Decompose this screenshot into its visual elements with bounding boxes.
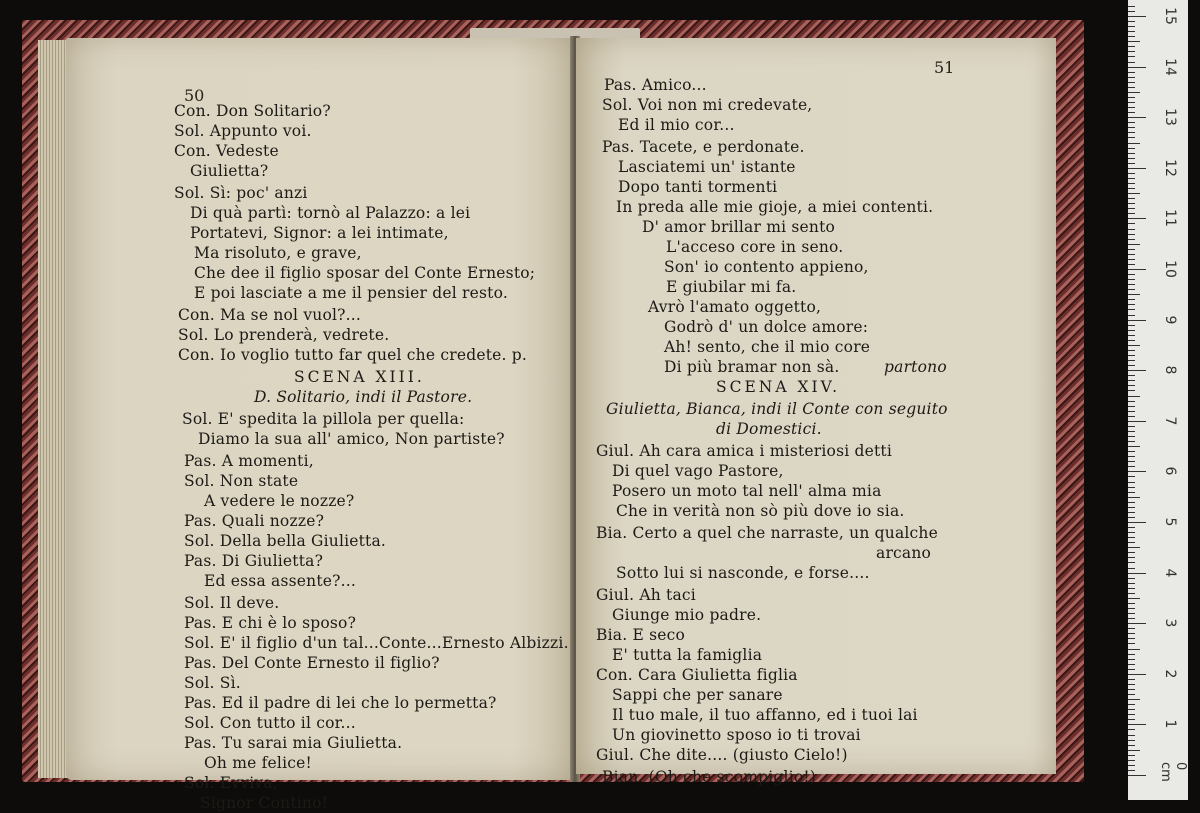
ruler-tick: [1128, 320, 1146, 321]
ruler-tick: [1128, 148, 1135, 149]
ruler-tick: [1128, 234, 1135, 235]
ruler-tick: [1128, 46, 1135, 47]
ruler-tick: [1128, 431, 1135, 432]
text-line: Ah! sento, che il mio core: [664, 338, 871, 356]
text-line: Giulietta?: [190, 162, 269, 180]
ruler-tick: [1128, 542, 1135, 543]
text-line: Sol. Evviva,: [184, 774, 278, 792]
ruler-tick: [1128, 345, 1140, 346]
text-line: Con. Ma se nol vuol?...: [178, 306, 362, 324]
ruler-tick: [1128, 315, 1135, 316]
ruler-tick: [1128, 77, 1135, 78]
ruler-tick: [1128, 309, 1135, 310]
ruler-tick: [1128, 193, 1140, 194]
ruler-tick: [1128, 633, 1135, 634]
text-line: Giul. Ah cara amica i misteriosi detti: [596, 442, 893, 460]
ruler-tick: [1128, 507, 1135, 508]
ruler-tick: [1128, 72, 1135, 73]
text-line: Sol. Lo prenderà, vedrete.: [178, 326, 390, 344]
ruler-number: 1: [1162, 719, 1178, 729]
ruler-tick: [1128, 497, 1140, 498]
ruler-tick: [1128, 527, 1135, 528]
ruler-tick: [1128, 709, 1135, 710]
ruler-tick: [1128, 122, 1135, 123]
ruler-tick: [1128, 188, 1135, 189]
ruler-tick: [1128, 719, 1135, 720]
ruler-tick: [1128, 274, 1135, 275]
ruler-tick: [1128, 229, 1135, 230]
ruler-tick: [1128, 401, 1135, 402]
ruler-tick: [1128, 21, 1135, 22]
text-line: Ed il mio cor...: [618, 116, 735, 134]
ruler-tick: [1128, 380, 1135, 381]
ruler-tick: [1128, 385, 1135, 386]
text-line: In preda alle mie gioje, a miei contenti.: [616, 198, 934, 216]
text-line: Sol. E' il figlio d'un tal...Conte...Ernesto Albizzi.: [184, 634, 569, 652]
text-line: E poi lasciate a me il pensier del resto.: [194, 284, 508, 302]
ruler-tick: [1128, 714, 1135, 715]
ruler-tick: [1128, 669, 1135, 670]
ruler-tick: [1128, 568, 1135, 569]
ruler-tick: [1128, 456, 1135, 457]
ruler-tick: [1128, 239, 1135, 240]
text-line: Diamo la sua all' amico, Non partiste?: [198, 430, 505, 448]
ruler-tick: [1128, 608, 1135, 609]
ruler-tick: [1128, 41, 1140, 42]
text-line: Con. Vedeste: [174, 142, 279, 160]
ruler-tick: [1128, 724, 1146, 725]
ruler-tick: [1128, 153, 1135, 154]
ruler-tick: [1128, 340, 1135, 341]
ruler-number: 7: [1162, 416, 1178, 426]
text-line: Giulietta, Bianca, indi il Conte con seguito: [606, 400, 948, 418]
text-line: Pas. Tacete, e perdonate.: [602, 138, 805, 156]
ruler-tick: [1128, 750, 1140, 751]
ruler-tick: [1128, 654, 1135, 655]
text-line: Con. Don Solitario?: [174, 102, 331, 120]
ruler-tick: [1128, 36, 1135, 37]
ruler-tick: [1128, 26, 1135, 27]
ruler-tick: [1128, 390, 1135, 391]
ruler-tick: [1128, 436, 1135, 437]
ruler-tick: [1128, 745, 1135, 746]
ruler-tick: [1128, 573, 1146, 574]
text-line: Dopo tanti tormenti: [618, 178, 778, 196]
ruler-number: 15: [1162, 7, 1178, 25]
text-line: Che in verità non sò più dove io sia.: [616, 502, 905, 520]
ruler-number: 6: [1162, 466, 1178, 476]
ruler-tick: [1128, 259, 1135, 260]
text-line: Pas. A momenti,: [184, 452, 314, 470]
text-line: Godrò d' un dolce amore:: [664, 318, 869, 336]
ruler-tick: [1128, 694, 1135, 695]
ruler-tick: [1128, 16, 1146, 17]
page-edges: [38, 40, 68, 778]
text-line: Con. Cara Giulietta figlia: [596, 666, 798, 684]
ruler-tick: [1128, 67, 1146, 68]
ruler-tick: [1128, 679, 1135, 680]
ruler-tick: [1128, 365, 1135, 366]
ruler-tick: [1128, 482, 1135, 483]
ruler-number: 2: [1162, 669, 1178, 679]
text-line: Di quà partì: tornò al Palazzo: a lei: [190, 204, 471, 222]
ruler-tick: [1128, 396, 1140, 397]
ruler-tick: [1128, 244, 1140, 245]
ruler-tick: [1128, 325, 1135, 326]
text-line: Pas. Di Giulietta?: [184, 552, 324, 570]
ruler-tick: [1128, 264, 1135, 265]
ruler-tick: [1128, 87, 1135, 88]
ruler-tick: [1128, 765, 1135, 766]
text-line: Giul. Ah taci: [596, 586, 696, 604]
ruler-tick: [1128, 537, 1135, 538]
text-line: L'acceso core in seno.: [666, 238, 844, 256]
ruler-tick: [1128, 547, 1140, 548]
text-line: Un giovinetto sposo io ti trovai: [612, 726, 861, 744]
text-line: arcano: [876, 544, 932, 562]
ruler-tick: [1128, 31, 1135, 32]
ruler-tick: [1128, 492, 1135, 493]
ruler-tick: [1128, 6, 1135, 7]
ruler-tick: [1128, 426, 1135, 427]
ruler-tick: [1128, 335, 1135, 336]
ruler-tick: [1128, 51, 1135, 52]
ruler-tick: [1128, 557, 1135, 558]
ruler-tick: [1128, 168, 1146, 169]
text-line: Sotto lui si nasconde, e forse....: [616, 564, 870, 582]
ruler-number: 8: [1162, 365, 1178, 375]
text-line: Sol. Sì: poc' anzi: [174, 184, 308, 202]
ruler-tick: [1128, 163, 1135, 164]
ruler-tick: [1128, 588, 1135, 589]
ruler-tick: [1128, 451, 1135, 452]
scene-heading: SCENA XIV.: [716, 378, 841, 396]
ruler-number: 12: [1162, 158, 1178, 177]
text-line: Pas. Tu sarai mia Giulietta.: [184, 734, 403, 752]
ruler-number: 11: [1162, 209, 1178, 228]
ruler-tick: [1128, 411, 1135, 412]
ruler-tick: [1128, 62, 1135, 63]
text-line: D. Solitario, indi il Pastore.: [254, 388, 473, 406]
ruler-tick: [1128, 593, 1135, 594]
text-line: Con. Io voglio tutto far quel che credete. p.: [178, 346, 528, 364]
ruler-tick: [1128, 618, 1135, 619]
text-line: Signor Contino!: [200, 794, 329, 812]
ruler-tick: [1128, 684, 1135, 685]
page-number: 50: [184, 86, 205, 105]
ruler-tick: [1128, 532, 1135, 533]
text-line: Son' io contento appieno,: [664, 258, 869, 276]
ruler-tick: [1128, 11, 1135, 12]
ruler-tick: [1128, 512, 1135, 513]
right-page: [576, 38, 1056, 786]
text-line: Che dee il figlio sposar del Conte Ernesto;: [194, 264, 536, 282]
ruler-tick: [1128, 213, 1135, 214]
ruler-tick: [1128, 638, 1135, 639]
ruler-tick: [1128, 603, 1135, 604]
text-line: Giunge mio padre.: [612, 606, 762, 624]
text-line: Di più bramar non sà.: [664, 358, 840, 376]
ruler-tick: [1128, 775, 1146, 776]
ruler-tick: [1128, 178, 1135, 179]
text-line: Sol. Non state: [184, 472, 299, 490]
ruler-number: 9: [1162, 315, 1178, 325]
ruler-tick: [1128, 218, 1146, 219]
text-line: Bia. E seco: [596, 626, 686, 644]
text-line: Giul. Che dite.... (giusto Cielo!): [596, 746, 848, 764]
ruler-tick: [1128, 562, 1135, 563]
ruler-tick: [1128, 466, 1135, 467]
ruler-tick: [1128, 760, 1135, 761]
text-line: Ed essa assente?...: [204, 572, 357, 590]
ruler-number: 10: [1162, 260, 1178, 278]
ruler-tick: [1128, 735, 1135, 736]
ruler-tick: [1128, 370, 1146, 371]
ruler-tick: [1128, 628, 1135, 629]
ruler-tick: [1128, 502, 1135, 503]
ruler-tick: [1128, 82, 1135, 83]
measuring-ruler: [1128, 0, 1188, 800]
ruler-tick: [1128, 487, 1135, 488]
ruler-tick: [1128, 350, 1135, 351]
ruler-tick: [1128, 649, 1140, 650]
ruler-tick: [1128, 421, 1146, 422]
ruler-tick: [1128, 416, 1135, 417]
ruler-tick: [1128, 330, 1135, 331]
ruler-tick: [1128, 360, 1135, 361]
text-line: Sol. Voi non mi credevate,: [602, 96, 813, 114]
ruler-number: 5: [1162, 517, 1178, 527]
text-line: E giubilar mi fa.: [666, 278, 797, 296]
text-line: Posero un moto tal nell' alma mia: [612, 482, 882, 500]
ruler-tick: [1128, 578, 1135, 579]
ruler-tick: [1128, 56, 1135, 57]
ruler-tick: [1128, 755, 1135, 756]
ruler-number: 14: [1162, 57, 1178, 76]
ruler-tick: [1128, 173, 1135, 174]
ruler-tick: [1128, 643, 1135, 644]
text-line: Ma risoluto, e grave,: [194, 244, 362, 262]
text-line: Sol. Della bella Giulietta.: [184, 532, 387, 550]
ruler-tick: [1128, 476, 1135, 477]
ruler-tick: [1128, 117, 1146, 118]
text-line: D' amor brillar mi sento: [642, 218, 836, 236]
text-line: Portatevi, Signor: a lei intimate,: [190, 224, 449, 242]
ruler-unit-label: 0 cm: [1158, 762, 1188, 782]
ruler-tick: [1128, 375, 1135, 376]
ruler-tick: [1128, 112, 1135, 113]
ruler-tick: [1128, 183, 1135, 184]
ruler-tick: [1128, 471, 1146, 472]
text-line: Sol. Sì.: [184, 674, 241, 692]
ruler-tick: [1128, 97, 1135, 98]
text-line: Lasciatemi un' istante: [618, 158, 796, 176]
text-line: Pas. Del Conte Ernesto il figlio?: [184, 654, 440, 672]
text-line: Pas. E chi è lo sposo?: [184, 614, 357, 632]
ruler-tick: [1128, 299, 1135, 300]
ruler-tick: [1128, 289, 1135, 290]
ruler-tick: [1128, 441, 1135, 442]
ruler-tick: [1128, 249, 1135, 250]
text-line: partono: [884, 358, 947, 376]
ruler-tick: [1128, 583, 1135, 584]
ruler-tick: [1128, 304, 1135, 305]
text-line: Avrò l'amato oggetto,: [648, 298, 822, 316]
page-number: 51: [934, 58, 955, 77]
scene-heading: SCENA XIII.: [294, 368, 425, 386]
text-line: Sol. Appunto voi.: [174, 122, 312, 140]
ruler-tick: [1128, 406, 1135, 407]
ruler-tick: [1128, 158, 1135, 159]
text-line: Bian. (Oh che scompiglio!): [602, 768, 817, 786]
ruler-number: 13: [1162, 108, 1178, 127]
ruler-tick: [1128, 107, 1135, 108]
ruler-tick: [1128, 143, 1140, 144]
ruler-tick: [1128, 137, 1135, 138]
ruler-tick: [1128, 461, 1135, 462]
text-line: Di quel vago Pastore,: [612, 462, 784, 480]
ruler-tick: [1128, 127, 1135, 128]
ruler-tick: [1128, 284, 1135, 285]
ruler-tick: [1128, 740, 1135, 741]
ruler-tick: [1128, 446, 1140, 447]
ruler-tick: [1128, 92, 1140, 93]
ruler-tick: [1128, 664, 1135, 665]
text-line: Pas. Ed il padre di lei che lo permetta?: [184, 694, 497, 712]
ruler-tick: [1128, 223, 1135, 224]
text-line: Sol. E' spedita la pillola per quella:: [182, 410, 465, 428]
ruler-tick: [1128, 552, 1135, 553]
ruler-tick: [1128, 279, 1135, 280]
ruler-number: 4: [1162, 568, 1178, 578]
ruler-tick: [1128, 770, 1135, 771]
text-line: E' tutta la famiglia: [612, 646, 763, 664]
ruler-tick: [1128, 729, 1135, 730]
ruler-tick: [1128, 517, 1135, 518]
ruler-tick: [1128, 598, 1140, 599]
ruler-tick: [1128, 208, 1135, 209]
ruler-tick: [1128, 294, 1140, 295]
ruler-tick: [1128, 674, 1146, 675]
text-line: Bia. Certo a quel che narraste, un qualche: [596, 524, 938, 542]
text-line: Pas. Amico...: [604, 76, 707, 94]
ruler-tick: [1128, 659, 1135, 660]
ruler-tick: [1128, 704, 1135, 705]
text-line: Sol. Con tutto il cor...: [184, 714, 356, 732]
ruler-tick: [1128, 254, 1135, 255]
text-line: Pas. Quali nozze?: [184, 512, 325, 530]
text-line: Il tuo male, il tuo affanno, ed i tuoi lai: [612, 706, 918, 724]
ruler-tick: [1128, 623, 1146, 624]
text-line: Oh me felice!: [204, 754, 312, 772]
ruler-tick: [1128, 203, 1135, 204]
ruler-tick: [1128, 132, 1135, 133]
ruler-tick: [1128, 522, 1146, 523]
ruler-tick: [1128, 355, 1135, 356]
ruler-tick: [1128, 198, 1135, 199]
ruler-tick: [1128, 689, 1135, 690]
left-page: [66, 38, 574, 812]
ruler-tick: [1128, 102, 1135, 103]
text-line: di Domestici.: [716, 420, 822, 438]
ruler-tick: [1128, 613, 1135, 614]
ruler-tick: [1128, 269, 1146, 270]
ruler-tick: [1128, 699, 1140, 700]
text-line: Sappi che per sanare: [612, 686, 783, 704]
text-line: A vedere le nozze?: [204, 492, 355, 510]
ruler-number: 3: [1162, 618, 1178, 628]
text-line: Sol. Il deve.: [184, 594, 280, 612]
